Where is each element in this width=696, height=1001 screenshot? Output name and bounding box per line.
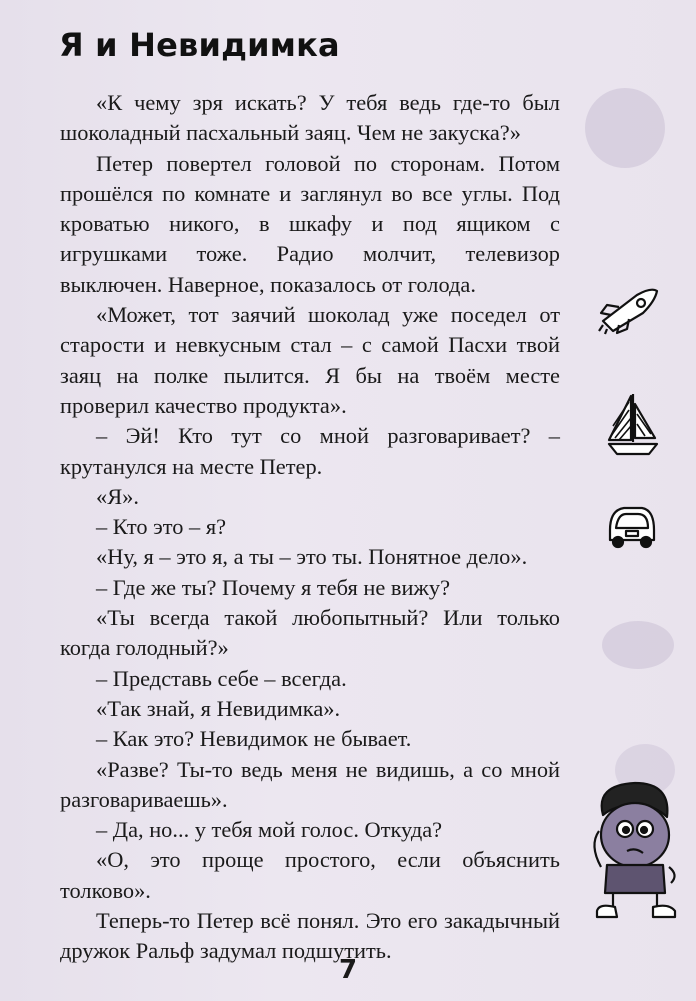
paragraph: «Ты всегда такой любопытный? Или только когда голодный?» <box>60 605 560 661</box>
paragraph: «Я». <box>96 483 139 509</box>
chapter-title: Я и Невидимка <box>59 26 340 64</box>
paragraph: – Кто это – я? <box>96 514 227 540</box>
ghost-cloud-icon <box>598 615 678 675</box>
paragraph: Петер повертел головой по сторонам. Потом прошёлся по комнате и заглянул во все углы. Под кроватью никого, в шкафу и под ящиком с игрушками тоже. Радио молчит, телевизор выключен. Наверное, показалось от голода. <box>60 150 560 297</box>
kid-character-icon <box>585 775 685 925</box>
paragraph: – Эй! Кто тут со мной разговаривает? – крутанулся на месте Петер. <box>60 423 560 479</box>
rocket-icon <box>597 285 661 335</box>
sailboat-icon <box>605 390 661 460</box>
paragraph: – Да, но... у тебя мой голос. Откуда? <box>96 817 443 843</box>
paragraph: – Где же ты? Почему я тебя не вижу? <box>96 574 451 600</box>
paragraph: Теперь-то Петер всё понял. Это его закадычный дружок Ральф задумал подшутить. <box>60 908 560 964</box>
paragraph: «Ну, я – это я, а ты – это ты. Понятное дело». <box>96 544 528 570</box>
paragraph: «О, это проще простого, если объяснить толково». <box>60 847 560 903</box>
paragraph: – Как это? Невидимок не бывает. <box>96 726 412 752</box>
page-number: 7 <box>338 955 358 985</box>
ghost-blob-icon <box>580 80 670 175</box>
paragraph: «Может, тот заячий шоколад уже поседел от старости и невкусным стал – с самой Пасхи твой заяц на полке пылится. Я бы на твоём месте проверил качество продукта». <box>60 302 560 418</box>
car-icon <box>604 500 660 550</box>
paragraph: «Разве? Ты-то ведь меня не видишь, а со мной разговариваешь». <box>60 756 560 812</box>
body-text <box>60 88 560 967</box>
paragraph: «К чему зря искать? У тебя ведь где-то был шоколадный пасхальный заяц. Чем не закуска?» <box>60 90 560 146</box>
paragraph: – Представь себе – всегда. <box>96 665 347 691</box>
paragraph: «Так знай, я Невидимка». <box>96 695 341 721</box>
